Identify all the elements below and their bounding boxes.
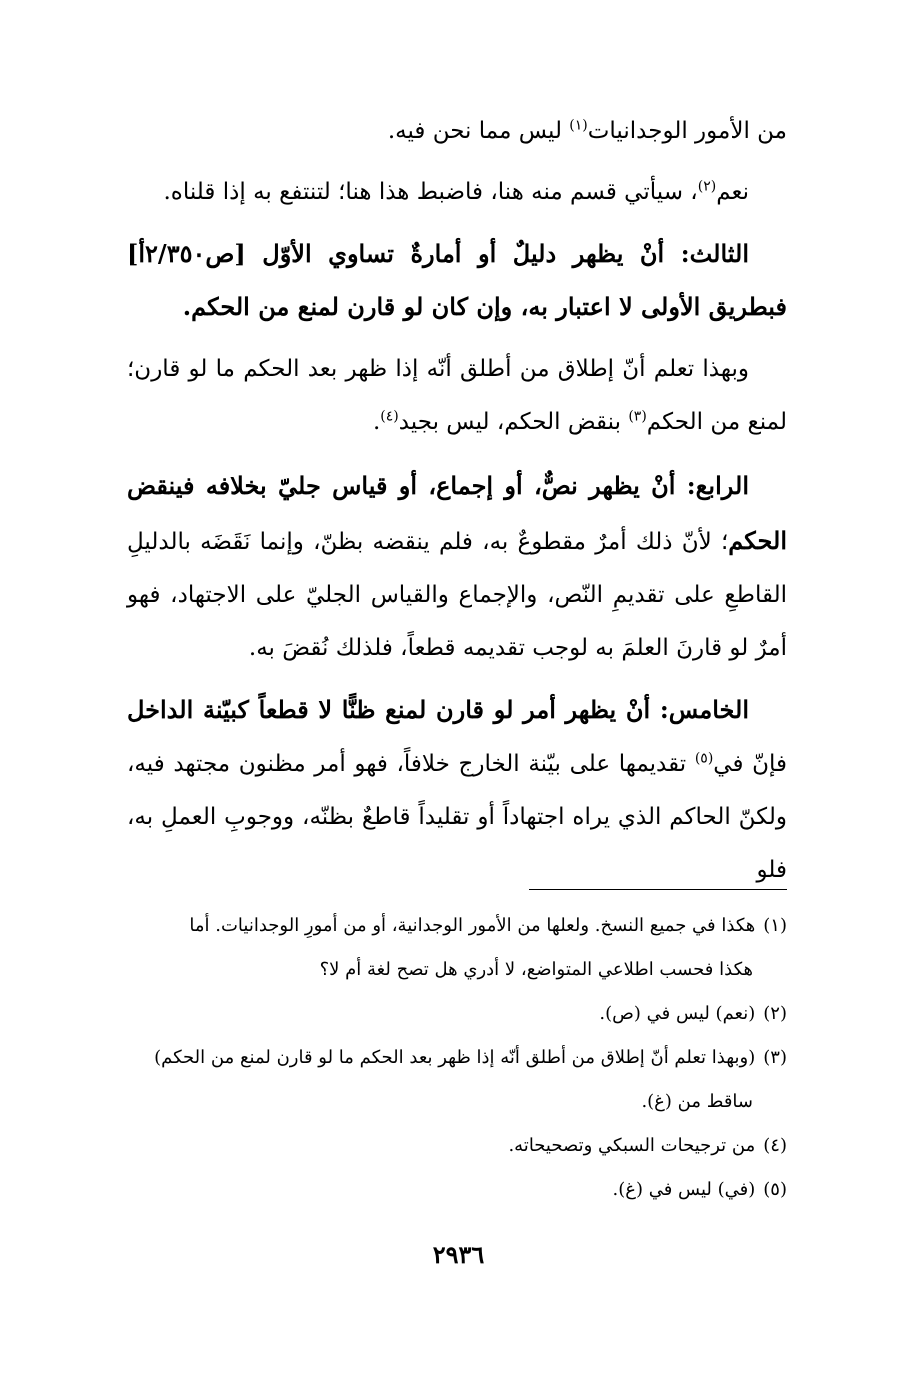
main-text <box>127 105 787 897</box>
footnote-text: من ترجيحات السبكي وتصحيحاته. <box>508 1135 756 1156</box>
page-number: ٢٩٣٦ <box>432 1240 485 1269</box>
paragraph-text: من الأمور الوجدانيات <box>587 118 787 144</box>
paragraph-text: وبهذا تعلم أنّ إطلاق من أطلق أنّه إذا ظهر بعد الحكم ما لو قارن؛ لمنع من الحكم <box>127 356 787 435</box>
footnote-continuation: هكذا فحسب اطلاعي المتواضع، لا أدري هل تصح لغة أم لا؟ <box>319 959 753 980</box>
footnote-text: هكذا في جميع النسخ. ولعلها من الأمور الوجدانية، أو من أمورِ الوجدانيات. أما <box>189 915 756 936</box>
paragraph-text: ليس مما نحن فيه. <box>387 118 570 144</box>
paragraph-text: نعم <box>716 179 749 205</box>
footnote-ref: (٥) <box>694 750 714 767</box>
footnote-2 <box>127 992 787 1036</box>
footnote-text: (نعم) ليس في (ص). <box>599 1003 756 1024</box>
paragraph-4 <box>127 343 787 449</box>
footnote-text: (وبهذا تعلم أنّ إطلاق من أطلق أنّه إذا ظهر بعد الحكم ما لو قارن لمنع من الحكم) <box>154 1047 756 1068</box>
paragraph-2 <box>127 166 787 219</box>
footnote-5 <box>127 1168 787 1212</box>
paragraph-6 <box>127 683 787 897</box>
paragraph-5 <box>127 459 787 675</box>
footnote-ref: (٢) <box>697 178 717 195</box>
footnote-ref: (٣) <box>628 408 647 425</box>
footnote-3 <box>127 1036 787 1124</box>
footnote-text: (في) ليس في (غ). <box>612 1179 756 1200</box>
paragraph-text: ، سيأتي قسم منه هنا، فاضبط هذا هنا؛ لتنتفع به إذا قلناه. <box>163 179 698 205</box>
paragraph-text: بنقض الحكم، ليس بجيد <box>398 409 629 435</box>
footnote-ref: (١) <box>569 117 588 134</box>
paragraph-text: فإنّ في <box>713 751 787 777</box>
footnote-1 <box>127 904 787 992</box>
footnote-number: (٥) <box>763 1179 787 1200</box>
footnotes <box>127 904 787 1212</box>
footnote-separator <box>529 889 787 890</box>
section-heading: الخامس: أنْ يظهر أمر لو قارن لمنع ظنًّا لا قطعاً كبيّنة الداخل <box>127 695 749 724</box>
paragraph-3: الثالث: أنْ يظهر دليلٌ أو أمارةٌ تساوي الأوّل [ص٢/٣٥٠أ] فبطريق الأولى لا اعتبار به، وإن كان لو قارن لمنع من الحكم. <box>127 239 787 321</box>
footnote-number: (١) <box>763 915 787 936</box>
footnote-continuation: ساقط من (غ). <box>641 1091 753 1112</box>
paragraph-1 <box>127 105 787 158</box>
paragraph-text: . <box>372 409 381 435</box>
footnote-number: (٢) <box>763 1003 787 1024</box>
footnote-number: (٤) <box>763 1135 787 1156</box>
footnote-ref: (٤) <box>380 408 399 425</box>
footnote-number: (٣) <box>763 1047 787 1068</box>
footnote-4 <box>127 1124 787 1168</box>
paragraph-text: ؛ لأنّ ذلك أمرٌ مقطوعٌ به، فلم ينقضه بظنّ، وإنما نَقَضَه بالدليلِ القاطعِ على تقديمِ النّص، والإجماع والقياس الجليّ على الاجتهاد، فهو أمرٌ لو قارنَ العلمَ به لوجب تقديمه قطعاً، فلذلك نُقضَ به. <box>127 529 787 661</box>
paragraph-text: تقديمها على بيّنة الخارج خلافاً، فهو أمر مظنون مجتهد فيه، ولكنّ الحاكم الذي يراه اجتهاداً أو تقليداً قاطعٌ بظنّه، ووجوبِ العملِ به، فلو <box>127 751 787 883</box>
section-heading: الرابع: أنْ يظهر نصٌّ، أو إجماع، أو قياس جليّ بخلافه فينقض الحكم <box>127 471 787 555</box>
